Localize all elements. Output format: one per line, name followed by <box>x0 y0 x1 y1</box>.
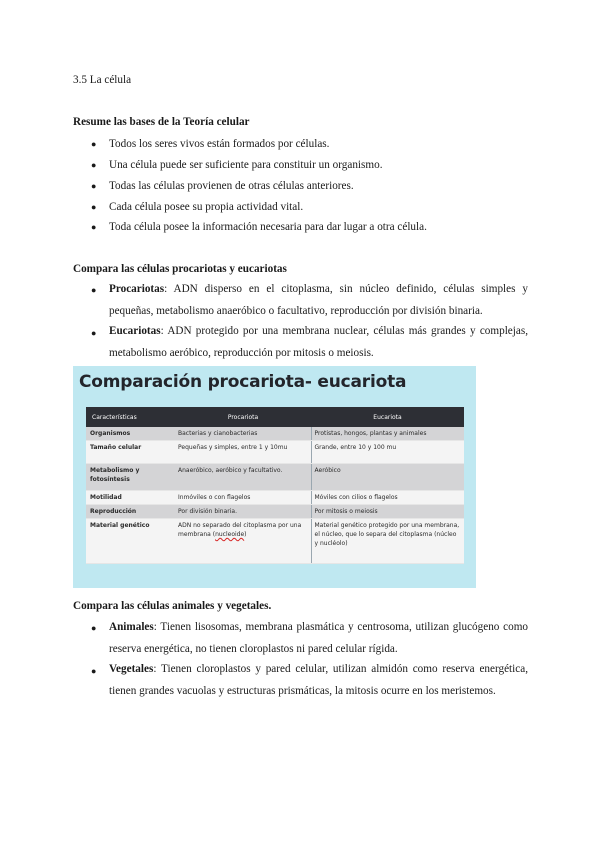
teoria-item: Todas las células provienen de otras células anteriores. <box>109 180 354 192</box>
procariota-cell: Por división binaria. <box>175 505 311 519</box>
procariota-cell: ADN no separado del citoplasma por una membrana (nucleoide) <box>175 519 311 564</box>
animales-heading: Compara las células animales y vegetales. <box>73 600 272 612</box>
teoria-item: Una célula puede ser suficiente para constituir un organismo. <box>109 159 383 171</box>
procariotas-item <box>109 279 528 322</box>
bullet-icon: ● <box>91 181 97 191</box>
description: : ADN disperso en el citoplasma, sin núcleo definido, células simples y pequeñas, metabolismo anaeróbico o facultativo, reproducción por división binaria. <box>109 283 528 317</box>
description: : Tienen cloroplastos y pared celular, utilizan almidón como reserva energética, tienen grandes vacuolas y estructuras prismáticas, la mitosis ocurre en los meristemos. <box>109 663 528 697</box>
bullet-icon: ● <box>91 285 97 295</box>
term: Eucariotas <box>109 325 161 337</box>
eucariotas-item <box>109 321 528 364</box>
bullet-icon: ● <box>91 666 97 676</box>
eucariota-cell: Protistas, hongos, plantas y animales <box>311 427 464 441</box>
column-header: Características <box>86 407 175 427</box>
term: Animales <box>109 621 154 633</box>
eucariota-cell: Móviles con cilios o flagelos <box>311 491 464 505</box>
column-header: Procariota <box>175 407 311 427</box>
row-label: Tamaño celular <box>86 441 175 464</box>
comparison-table <box>86 407 464 564</box>
procariota-cell: Inmóviles o con flagelos <box>175 491 311 505</box>
procariota-cell: Pequeñas y simples, entre 1 y 10mu <box>175 441 311 464</box>
row-label: Material genético <box>86 519 175 564</box>
teoria-item: Todos los seres vivos están formados por células. <box>109 138 330 150</box>
term: Procariotas <box>109 283 165 295</box>
section-title: 3.5 La célula <box>73 74 132 86</box>
bullet-icon: ● <box>91 139 97 149</box>
procariotas-heading: Compara las células procariotas y eucariotas <box>73 263 287 275</box>
table-header-row <box>86 407 464 427</box>
bullet-icon: ● <box>91 202 97 212</box>
animales-item <box>109 617 528 660</box>
teoria-heading: Resume las bases de la Teoría celular <box>73 116 250 128</box>
figure-title: Comparación procariota- eucariota <box>79 372 407 392</box>
bullet-icon: ● <box>91 328 97 338</box>
term: Vegetales <box>109 663 154 675</box>
table-row <box>86 464 464 491</box>
bullet-icon: ● <box>91 160 97 170</box>
description: : Tienen lisosomas, membrana plasmática y centrosoma, utilizan glucógeno como reserva energética, no tienen cloroplastos ni pared celular rígida. <box>109 621 528 655</box>
bullet-icon: ● <box>91 222 97 232</box>
table-row <box>86 441 464 464</box>
row-label: Organismos <box>86 427 175 441</box>
table-row <box>86 519 464 564</box>
description: : ADN protegido por una membrana nuclear, células más grandes y complejas, metabolismo aeróbico, reproducción por mitosis o meiosis. <box>109 325 528 359</box>
bullet-icon: ● <box>91 623 97 633</box>
row-label: Motilidad <box>86 491 175 505</box>
table-row <box>86 505 464 519</box>
row-label: Metabolismo y fotosíntesis <box>86 464 175 491</box>
eucariota-cell: Aeróbico <box>311 464 464 491</box>
teoria-item: Cada célula posee su propia actividad vital. <box>109 201 304 213</box>
table-row <box>86 427 464 441</box>
procariota-cell: Bacterias y cianobacterias <box>175 427 311 441</box>
eucariota-cell: Grande, entre 10 y 100 mu <box>311 441 464 464</box>
eucariota-cell: Material genético protegido por una membrana, el núcleo, que lo separa del citoplasma (núcleo y nucléolo) <box>311 519 464 564</box>
eucariota-cell: Por mitosis o meiosis <box>311 505 464 519</box>
teoria-item: Toda célula posee la información necesaria para dar lugar a otra célula. <box>109 221 427 233</box>
vegetales-item <box>109 659 528 702</box>
table-row <box>86 491 464 505</box>
comparison-figure <box>73 366 476 588</box>
procariota-cell: Anaeróbico, aeróbico y facultativo. <box>175 464 311 491</box>
nucleoide-term: nucleoide <box>215 531 245 538</box>
row-label: Reproducción <box>86 505 175 519</box>
column-header: Eucariota <box>311 407 464 427</box>
